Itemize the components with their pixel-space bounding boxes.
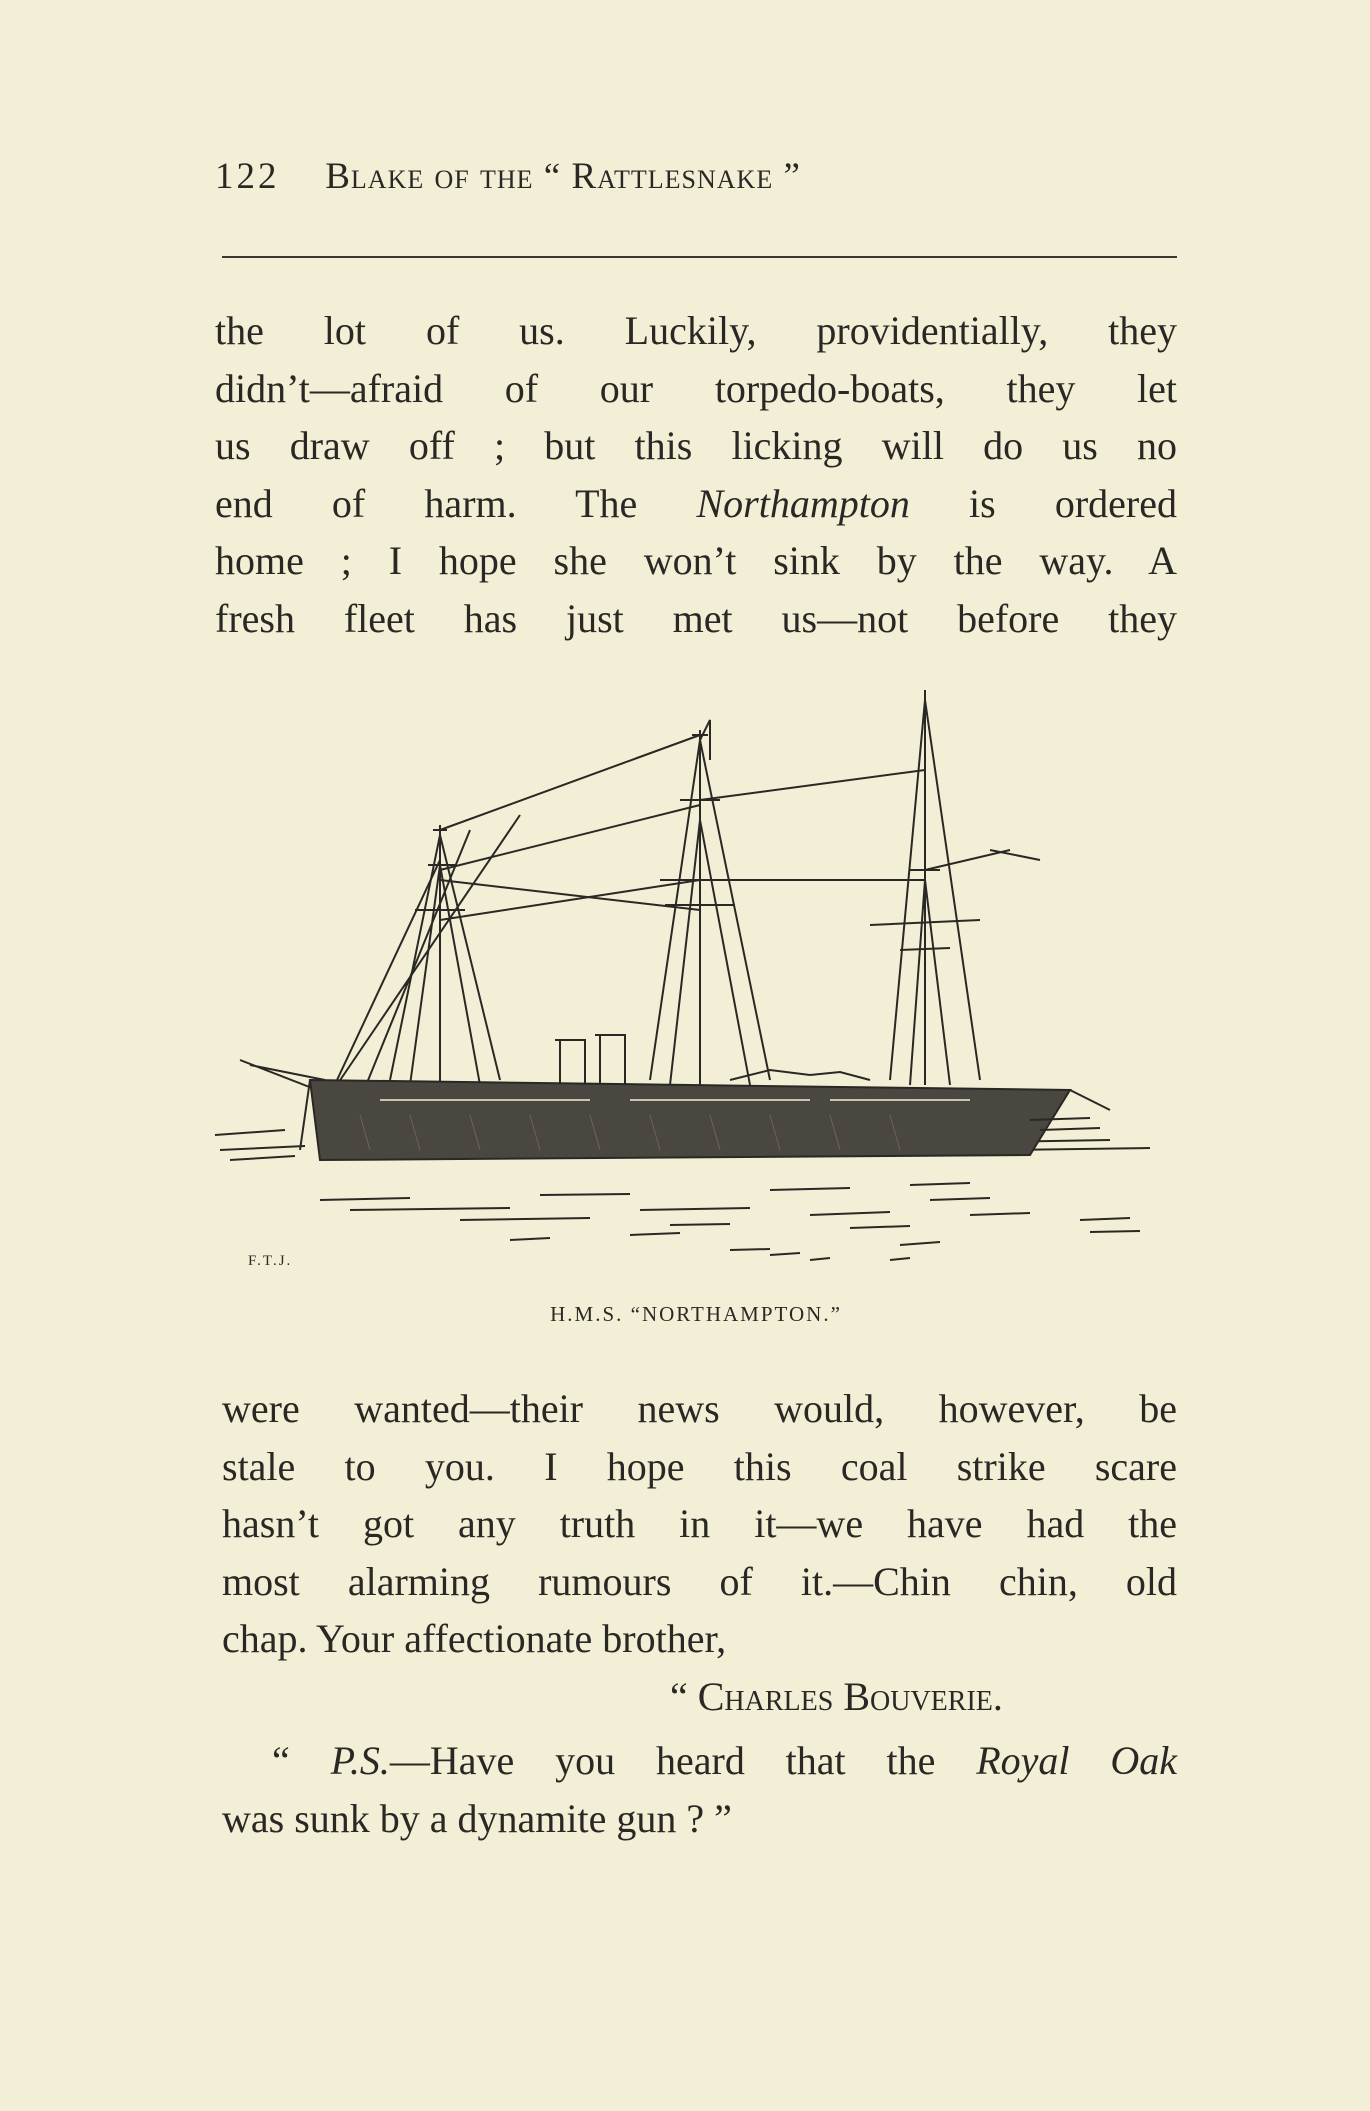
- artist-signature: F.T.J.: [248, 1253, 293, 1269]
- letter-signature: “ Charles Bouverie.: [670, 1673, 1003, 1719]
- running-header: [215, 155, 1175, 198]
- ship-illustration: [210, 680, 1200, 1290]
- ship-name: Royal Oak: [976, 1738, 1178, 1783]
- text-line: end of harm. The Northampton is ordered: [215, 480, 1178, 526]
- text-line: was sunk by a dynamite gun ? ”: [222, 1795, 732, 1841]
- text-line: chap. Your affectionate brother,: [222, 1616, 727, 1661]
- text-line: us draw off ; but this licking will do us no: [215, 423, 1177, 468]
- text-line: stale to you. I hope this coal strike scare: [222, 1443, 1177, 1489]
- ship-name: Northampton: [696, 480, 910, 526]
- illustration-caption: H.M.S. “NORTHAMPTON.”: [550, 1302, 842, 1326]
- text-line: fresh fleet has just met us—not before they: [215, 595, 1177, 641]
- page-number: 122: [215, 156, 280, 197]
- running-title: Blake of the “ Rattlesnake ”: [325, 156, 801, 197]
- text-line: most alarming rumours of it.—Chin chin, old: [222, 1558, 1177, 1604]
- text-line: home ; I hope she won’t sink by the way. A: [215, 538, 1177, 583]
- text-line: hasn’t got any truth in it—we have had the: [222, 1501, 1177, 1546]
- text-line: “ P.S.—Have you heard that the Royal Oak: [272, 1738, 1178, 1783]
- text-line: the lot of us. Luckily, providentially, they: [215, 308, 1177, 353]
- postscript: [222, 1732, 1177, 1847]
- ps-label: P.S.: [330, 1738, 390, 1783]
- paragraph-bottom: [222, 1380, 1177, 1725]
- text-line: didn’t—afraid of our torpedo-boats, they let: [215, 365, 1177, 411]
- text-line: were wanted—their news would, however, be: [222, 1386, 1177, 1431]
- paragraph-top: [215, 302, 1177, 647]
- header-rule: [222, 256, 1177, 258]
